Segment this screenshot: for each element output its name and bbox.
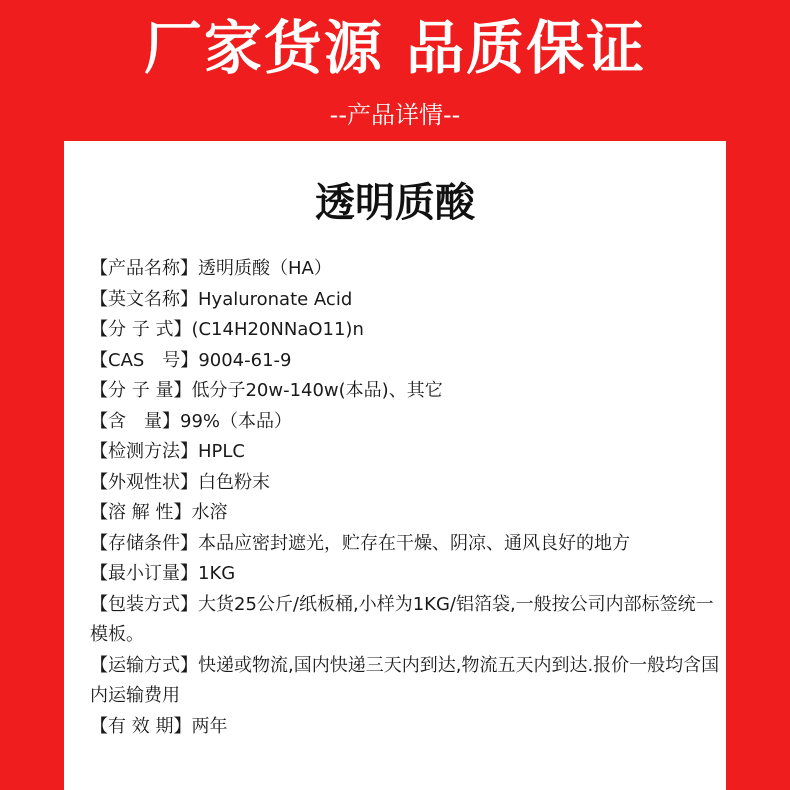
spec-row-solubility — [90, 498, 720, 529]
spec-value: 快递或物流,国内快递三天内到达,物流五天内到达.报价一般均含国内运输费用 — [90, 654, 720, 706]
spec-label: 【运输方式】 — [90, 654, 198, 676]
spec-label: 【包装方式】 — [90, 593, 198, 615]
spec-value: (C14H20NNaO11)n — [191, 319, 364, 340]
product-title: 透明质酸 — [315, 180, 475, 226]
spec-value: 99%（本品） — [180, 410, 293, 432]
spec-label: 【产品名称】 — [90, 258, 198, 279]
spec-value: HPLC — [198, 441, 245, 462]
spec-value: 1KG — [198, 563, 236, 584]
spec-row-molecular-weight — [90, 376, 720, 407]
spec-row-english-name — [90, 285, 720, 316]
spec-label: 【检测方法】 — [90, 441, 198, 462]
spec-row-shipping — [90, 651, 720, 712]
spec-label: 【分 子 量】 — [90, 380, 192, 401]
spec-row-min-order — [90, 559, 720, 590]
spec-row-shelf-life — [90, 712, 720, 743]
spec-value: 本品应密封遮光，贮存在干燥、阴凉、通风良好的地方 — [198, 532, 630, 554]
spec-value: 9004-61-9 — [198, 349, 292, 371]
spec-value: 低分子20w-140w(本品)、其它 — [191, 380, 443, 401]
spec-value: 水溶 — [191, 502, 228, 523]
spec-row-storage — [90, 529, 720, 560]
spec-value: 两年 — [191, 715, 228, 737]
spec-label: 【溶 解 性】 — [90, 502, 192, 523]
spec-row-test-method — [90, 437, 720, 468]
spec-label: 【存储条件】 — [90, 532, 198, 554]
spec-row-formula — [90, 315, 720, 346]
banner-title: 厂家货源 品质保证 — [143, 14, 647, 82]
spec-row-product-name — [90, 254, 720, 285]
spec-label: 【含 量】 — [90, 410, 180, 432]
spec-row-content — [90, 407, 720, 438]
spec-row-cas — [90, 346, 720, 377]
banner-subtitle: --产品详情-- — [329, 101, 461, 129]
spec-label: 【分 子 式】 — [90, 319, 192, 340]
spec-list — [90, 254, 720, 742]
spec-value: 白色粉末 — [198, 471, 270, 493]
spec-row-packaging — [90, 590, 720, 651]
spec-row-appearance — [90, 468, 720, 499]
spec-value: 大货25公斤/纸板桶,小样为1KG/铝箔袋,一般按公司内部标签统一模板。 — [90, 593, 714, 645]
spec-label: 【英文名称】 — [90, 288, 198, 310]
spec-label: 【CAS 号】 — [90, 349, 199, 371]
spec-label: 【外观性状】 — [90, 471, 198, 493]
spec-value: Hyaluronate Acid — [198, 288, 353, 310]
spec-label: 【有 效 期】 — [90, 715, 192, 737]
spec-label: 【最小订量】 — [90, 563, 198, 584]
spec-value: 透明质酸（HA） — [198, 258, 332, 279]
